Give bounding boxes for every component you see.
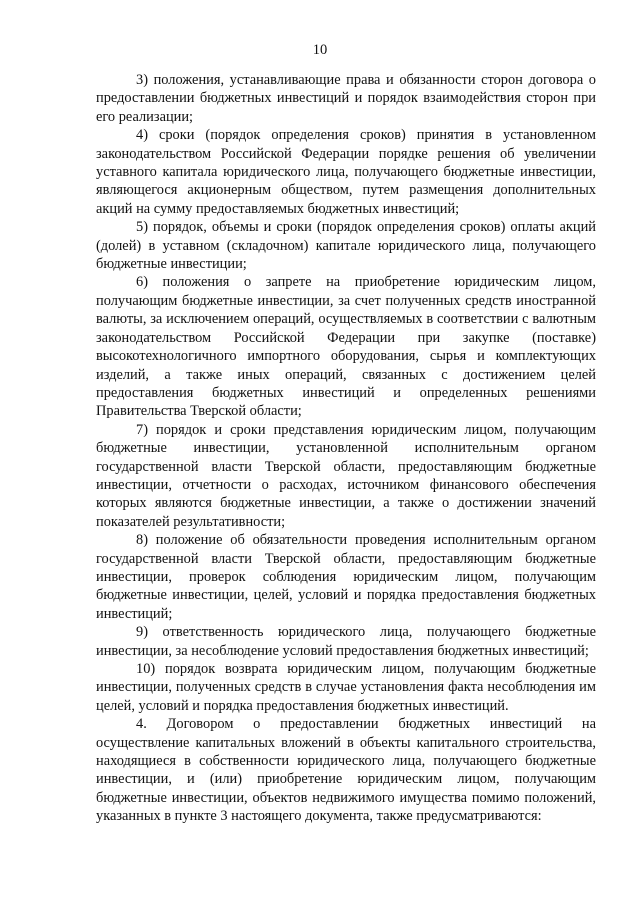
paragraph-item-6: 6) положения о запрете на приобретение юридическим лицом, получающим бюджетные инвестиции, за счет полученных средств иностранной валюты, за исключением операций, осуществляемых в соответствии с валютным законодательством Российской Федерации при закупке (поставке) высокотехнологичного импортного оборудования, сырья и комплектующих изделий, а также иных операций, связанных с достижением целей предоставления бюджетных инвестиций и определенных решениями Правительства Тверской области;	[96, 274, 596, 420]
page-number: 10	[312, 42, 328, 58]
paragraph-item-4: 4) сроки (порядок определения сроков) принятия в установленном законодательством Российской Федерации порядке решения об увеличении уставного капитала юридического лица, получающего бюджетные инвестиции, являющегося акционерным обществом, путем размещения дополнительных акций на сумму предоставляемых бюджетных инвестиций;	[96, 127, 596, 217]
paragraph-item-5: 5) порядок, объемы и сроки (порядок определения сроков) оплаты акций (долей) в уставном (складочном) капитале юридического лица, получающего бюджетные инвестиции;	[96, 219, 596, 273]
clause-4-paragraph: 4. Договором о предоставлении бюджетных инвестиций на осуществление капитальных вложений в объекты капитального строительства, находящиеся в собственности юридического лица, получающего бюджетные инвестиции, и (или) приобретение юридическим лицом, получающим бюджетные инвестиции, объектов недвижимого имущества помимо положений, указанных в пункте 3 настоящего документа, также предусматриваются:	[96, 716, 596, 825]
paragraph-item-9: 9) ответственность юридического лица, получающего бюджетные инвестиции, за несоблюдение условий предоставления бюджетных инвестиций;	[96, 624, 596, 659]
paragraph-item-3: 3) положения, устанавливающие права и обязанности сторон договора о предоставлении бюджетных инвестиций и порядок взаимодействия сторон при его реализации;	[96, 72, 596, 125]
paragraph-item-8: 8) положение об обязательности проведения исполнительным органом государственной власти Тверской области, предоставляющим бюджетные инвестиции, проверок соблюдения юридическим лицом, получающим бюджетные инвестиции, целей, условий и порядка предоставления бюджетных инвестиций;	[96, 532, 596, 622]
paragraph-item-10: 10) порядок возврата юридическим лицом, получающим бюджетные инвестиции, полученных средств в случае установления факта несоблюдения им целей, условий и порядка предоставления бюджетных инвестиций.	[96, 661, 596, 714]
document-body	[96, 71, 596, 826]
paragraph-item-7: 7) порядок и сроки представления юридическим лицом, получающим бюджетные инвестиции, установленной исполнительным органом государственной власти Тверской области, предоставляющим бюджетные инвестиции, отчетности о расходах, источником финансового обеспечения которых являются бюджетные инвестиции, а также о достижении значений показателей результативности;	[96, 421, 596, 530]
